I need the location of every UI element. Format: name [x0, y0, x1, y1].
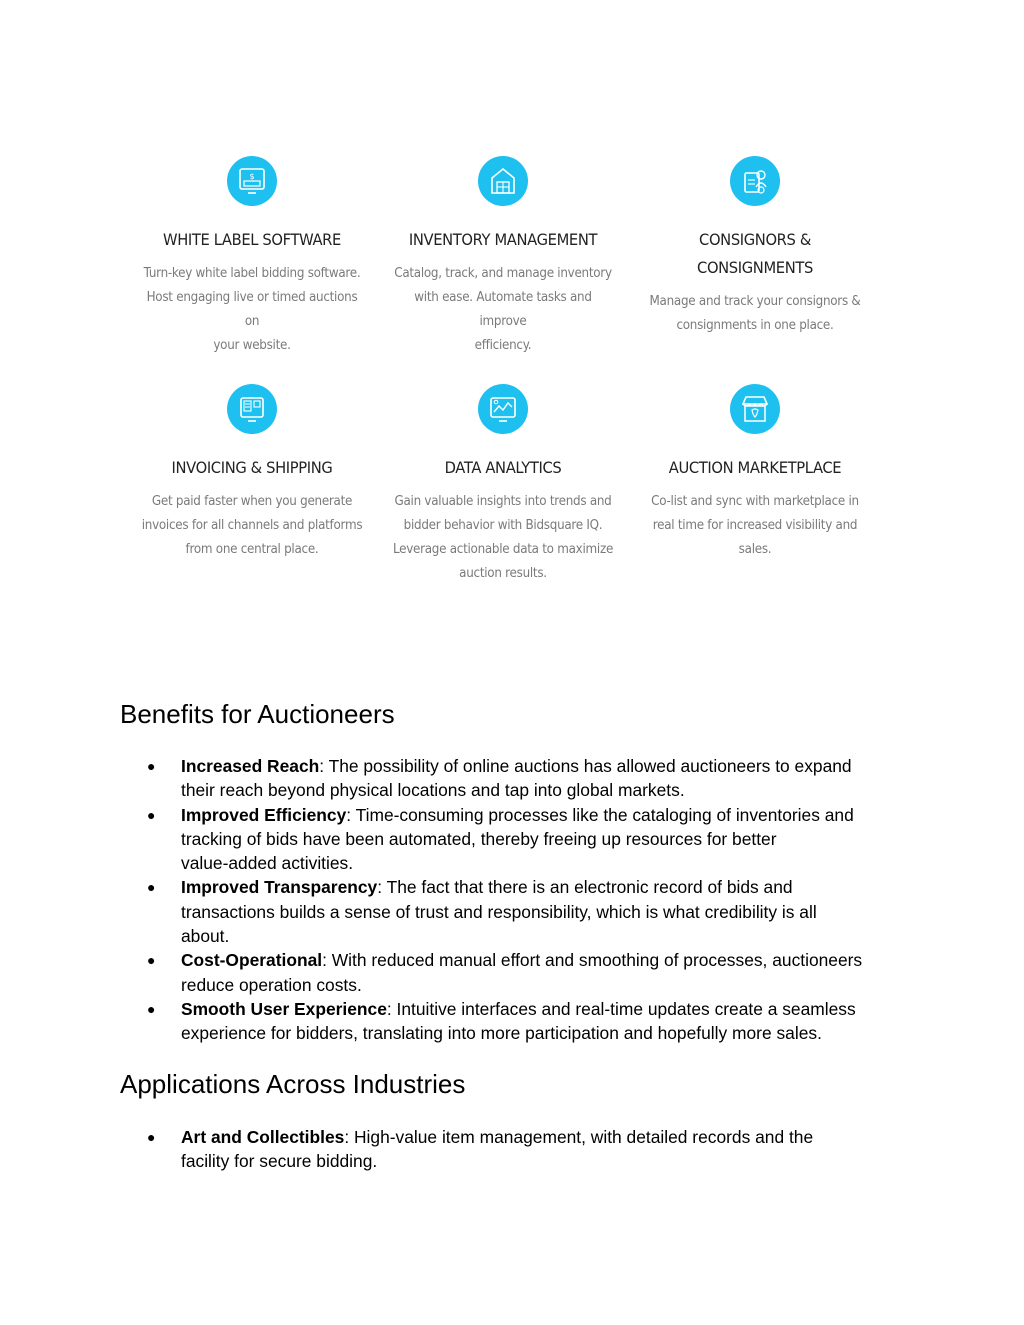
- bullet-icon: ●: [147, 879, 156, 896]
- feature-white-label-software: [132, 156, 372, 358]
- list-item: ● Smooth User Experience: Intuitive interfaces and real-time updates create a seamless experience for bidders, translating into more participation and hopefully more sales.: [147, 998, 856, 1044]
- bullet-icon: ●: [147, 1129, 156, 1145]
- feature-consignors-consignments: [635, 156, 875, 338]
- feature-title: CONSIGNORS & CONSIGNMENTS: [697, 230, 813, 277]
- feature-description: Manage and track your consignors & consignments in one place.: [649, 294, 861, 333]
- list-item: ● Art and Collectibles: High-value item management, with detailed records and the facility for secure bidding.: [147, 1127, 814, 1172]
- feature-invoicing-shipping: [132, 384, 372, 562]
- feature-description: Catalog, track, and manage inventory with ease. Automate tasks and improve efficiency.: [394, 266, 612, 353]
- applications-list: [120, 1125, 910, 1174]
- bullet-icon: ●: [147, 758, 156, 774]
- bullet-icon: ●: [147, 1000, 156, 1017]
- feature-description: Co-list and sync with marketplace in real time for increased visibility and sales.: [651, 494, 859, 557]
- bullet-icon: ●: [147, 806, 156, 823]
- feature-title: AUCTION MARKETPLACE: [668, 458, 842, 477]
- list-item: ● Improved Efficiency: Time-consuming processes like the cataloging of inventories and tracking of bids have been automated, thereby freeing up resources for better value-added activities.: [147, 804, 854, 874]
- feature-description: Get paid faster when you generate invoices for all channels and platforms from one central place.: [141, 494, 363, 557]
- analytics-chart-icon: [478, 384, 528, 434]
- benefits-heading: Benefits for Auctioneers: [120, 699, 395, 729]
- list-item: ● Cost-Operational: With reduced manual effort and smoothing of processes, auctioneers reduce operation costs.: [147, 950, 863, 995]
- benefits-list: [120, 754, 910, 1046]
- invoice-icon: [227, 384, 277, 434]
- feature-title: INVENTORY MANAGEMENT: [408, 230, 598, 249]
- svg-text:$: $: [249, 172, 255, 181]
- list-item: ● Increased Reach: The possibility of online auctions has allowed auctioneers to expand their reach beyond physical locations and tap into global markets.: [147, 756, 852, 801]
- feature-title: WHITE LABEL SOFTWARE: [163, 230, 341, 249]
- storefront-icon: [730, 384, 780, 434]
- monitor-dollar-icon: [227, 156, 277, 206]
- list-item: ● Improved Transparency: The fact that there is an electronic record of bids and transactions builds a sense of trust and responsibility, which is what credibility is all about.: [147, 877, 817, 947]
- feature-title: DATA ANALYTICS: [444, 458, 562, 477]
- feature-description: Turn-key white label bidding software. Host engaging live or timed auctions on your website.: [143, 266, 361, 353]
- feature-auction-marketplace: [635, 384, 875, 562]
- feature-title: INVOICING & SHIPPING: [171, 458, 333, 477]
- applications-heading: Applications Across Industries: [120, 1069, 466, 1099]
- consignor-icon: [730, 156, 780, 206]
- bullet-icon: ●: [147, 952, 156, 969]
- feature-description: Gain valuable insights into trends and bidder behavior with Bidsquare IQ. Leverage actionable data to maximize auction results.: [392, 494, 614, 581]
- feature-inventory-management: [383, 156, 623, 358]
- feature-data-analytics: [383, 384, 623, 586]
- warehouse-icon: [478, 156, 528, 206]
